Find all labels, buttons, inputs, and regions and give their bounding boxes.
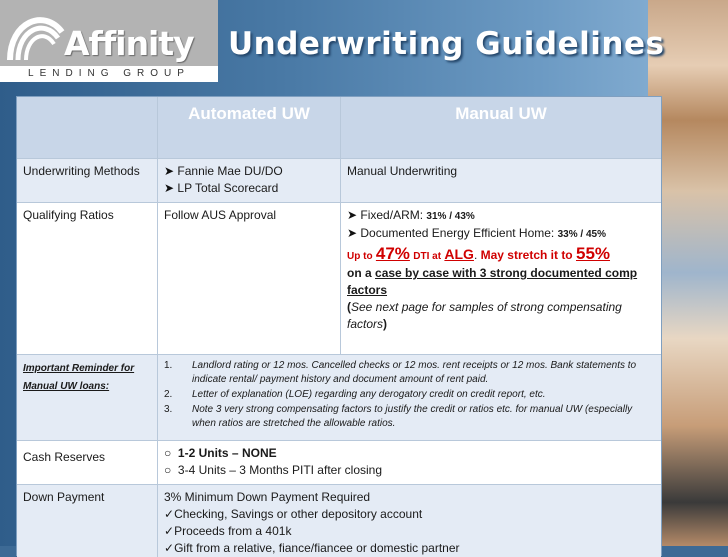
circle-bullet-icon: ○ bbox=[164, 463, 178, 477]
dti-percent: 47% bbox=[375, 244, 410, 263]
stretch-line: Up to 47% DTI at ALG. May stretch it to 55% bbox=[347, 244, 611, 263]
table-row-methods bbox=[17, 159, 661, 203]
list-item bbox=[164, 359, 655, 387]
arch-logo-icon bbox=[4, 2, 70, 62]
list-item bbox=[347, 225, 655, 243]
logo-tagline: LENDING GROUP bbox=[0, 66, 218, 82]
alg-text: ALG bbox=[444, 246, 474, 262]
page-title: Underwriting Guidelines bbox=[228, 26, 665, 62]
on-a-text: on a bbox=[347, 266, 372, 280]
ratio-value: 33% / 45% bbox=[557, 229, 606, 240]
ratio-value: 31% / 43% bbox=[426, 211, 475, 222]
list-item bbox=[164, 445, 655, 462]
item-number: 3. bbox=[164, 404, 173, 415]
list-item bbox=[164, 388, 655, 402]
arrow-bullet-icon: ➤ bbox=[347, 208, 361, 222]
stretch-text: May stretch it to bbox=[480, 248, 573, 262]
arrow-bullet-icon: ➤ bbox=[164, 181, 178, 195]
stretch-percent: 55% bbox=[575, 244, 611, 263]
ratio-label: Documented Energy Efficient Home: bbox=[360, 226, 555, 240]
table-row-reminder bbox=[17, 355, 661, 441]
down-payment-cell bbox=[158, 485, 661, 557]
reminder-list bbox=[164, 359, 655, 431]
item-text: 1-2 Units – NONE bbox=[177, 446, 277, 460]
auto-ratios-cell: Follow AUS Approval bbox=[158, 203, 341, 354]
checkmark-icon: ✓ bbox=[164, 507, 175, 521]
paren-open: ( bbox=[347, 300, 351, 314]
item-text: Letter of explanation (LOE) regarding any derogatory credit on credit report, etc. bbox=[192, 389, 546, 400]
arrow-bullet-icon: ➤ bbox=[347, 226, 361, 240]
row-label: Underwriting Methods bbox=[17, 159, 158, 202]
up-to-text: Up to bbox=[347, 251, 373, 262]
row-label: Qualifying Ratios bbox=[17, 203, 158, 354]
item-number: 1. bbox=[164, 360, 173, 371]
dti-at-text: DTI at bbox=[413, 251, 442, 262]
header-manual-uw: Manual UW bbox=[455, 104, 547, 123]
manual-ratios-cell bbox=[341, 203, 661, 354]
list-item-text: LP Total Scorecard bbox=[177, 181, 279, 195]
table-row-reserves bbox=[17, 441, 661, 485]
manual-methods-cell: Manual Underwriting bbox=[347, 164, 458, 178]
auto-methods-cell bbox=[158, 159, 341, 202]
reserves-cell bbox=[158, 441, 661, 484]
reminder-label bbox=[17, 355, 158, 440]
list-item bbox=[164, 462, 655, 479]
table-header-row bbox=[17, 97, 661, 159]
item-number: 2. bbox=[164, 389, 173, 400]
case-line bbox=[347, 265, 655, 299]
case-text: case by case with 3 strong documented comp factors bbox=[347, 266, 638, 297]
table-row-down-payment bbox=[17, 485, 661, 557]
arrow-bullet-icon: ➤ bbox=[164, 164, 178, 178]
item-text: Proceeds from a 401k bbox=[174, 524, 292, 538]
list-item bbox=[164, 540, 655, 557]
logo-name: Affinity bbox=[64, 24, 194, 63]
company-logo bbox=[0, 0, 218, 82]
item-text: 3-4 Units – 3 Months PITI after closing bbox=[177, 463, 383, 477]
see-next-text: See next page for samples of strong compensating factors bbox=[347, 300, 622, 331]
list-item bbox=[164, 506, 655, 523]
checkmark-icon: ✓ bbox=[164, 541, 175, 555]
row-label: Down Payment bbox=[17, 485, 158, 557]
reminder-cell bbox=[158, 355, 661, 440]
list-item bbox=[164, 163, 334, 180]
item-text: Gift from a relative, fiance/fiancee or domestic partner bbox=[174, 541, 460, 555]
circle-bullet-icon: ○ bbox=[164, 446, 178, 460]
header-automated-uw: Automated UW bbox=[158, 97, 341, 158]
guidelines-table bbox=[16, 96, 662, 556]
list-item bbox=[164, 523, 655, 540]
header-cell-empty bbox=[17, 97, 158, 158]
row-label: Cash Reserves bbox=[17, 441, 158, 484]
item-text: Landlord rating or 12 mos. Cancelled checks or 12 mos. rent receipts or 12 mos. Bank statements to indicate rental/ payment history and document amount of rent paid. bbox=[192, 360, 637, 385]
list-item bbox=[164, 403, 655, 431]
checkmark-icon: ✓ bbox=[164, 524, 175, 538]
list-item-text: Fannie Mae DU/DO bbox=[177, 164, 283, 178]
table-row-ratios bbox=[17, 203, 661, 355]
ratio-label: Fixed/ARM: bbox=[360, 208, 424, 222]
row-label: Important Reminder for Manual UW loans: bbox=[23, 363, 135, 392]
list-item bbox=[164, 180, 334, 197]
item-text: Checking, Savings or other depository account bbox=[174, 507, 423, 521]
note-line bbox=[347, 299, 655, 333]
list-item bbox=[347, 207, 655, 225]
paren-close: ) bbox=[383, 317, 388, 331]
item-text: Note 3 very strong compensating factors to justify the credit or ratios etc. for manual UW (especially when ratios are stretched the allowable ratios. bbox=[192, 404, 633, 429]
down-payment-line: 3% Minimum Down Payment Required bbox=[164, 490, 371, 504]
